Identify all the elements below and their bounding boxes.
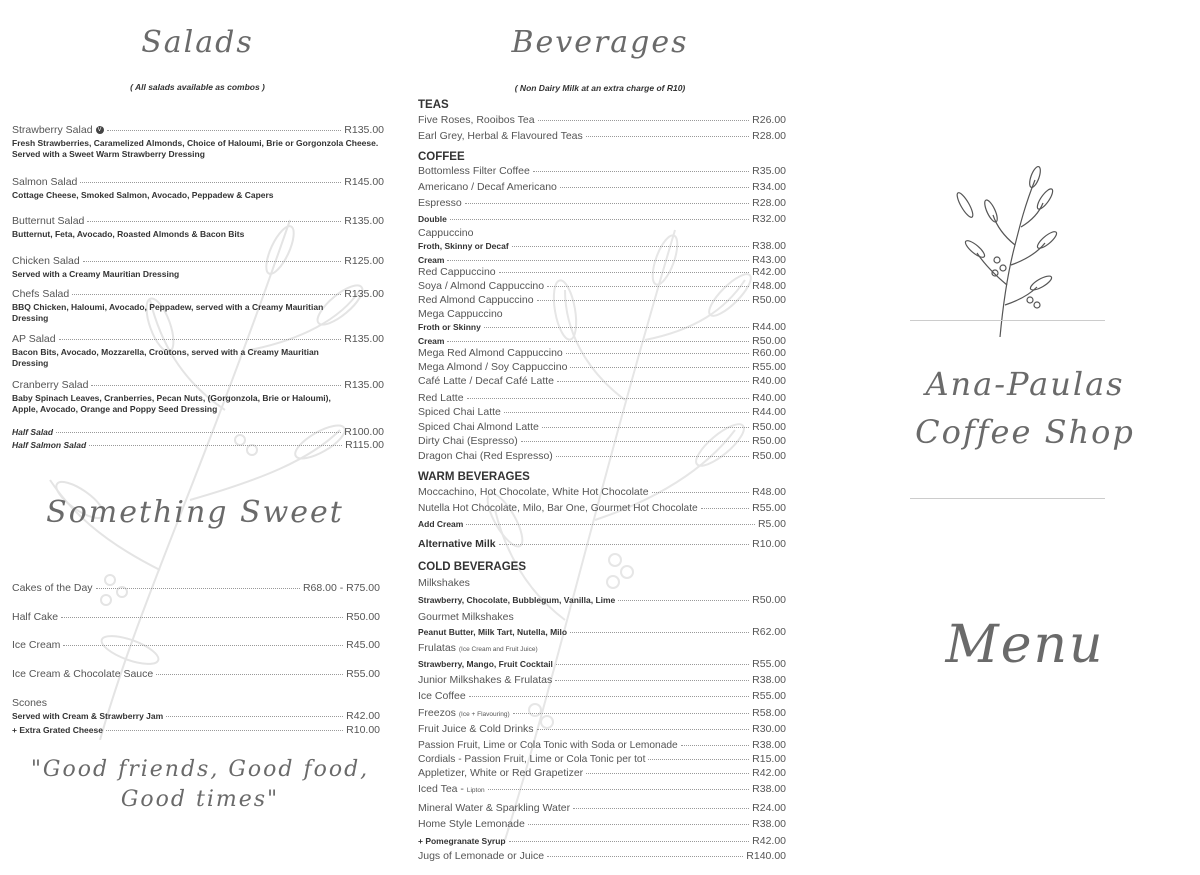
- item-name: Half Cake: [12, 611, 59, 623]
- item-price: R26.00: [752, 114, 786, 126]
- item-price: R55.00: [752, 361, 786, 373]
- item-description: Fresh Strawberries, Caramelized Almonds, Choice of Haloumi, Brie or Gorgonzola Cheese. Served with a Sweet Warm Strawberry Dressing: [12, 138, 379, 159]
- gourmet-milkshakes-label: Gourmet Milkshakes: [418, 611, 514, 623]
- item-price: R145.00: [344, 176, 384, 188]
- item-price: R62.00: [752, 626, 786, 638]
- item-name: Half Salad: [12, 427, 54, 437]
- menu-item: [418, 181, 786, 193]
- item-price: R48.00: [752, 280, 786, 292]
- item-price: R42.00: [752, 767, 786, 779]
- menu-item: [418, 406, 786, 418]
- item-name: Red Latte: [418, 392, 464, 404]
- item-price: R38.00: [752, 783, 786, 795]
- cappuccino-label: Cappuccino: [418, 227, 474, 239]
- menu-item: [418, 753, 786, 765]
- mega-cappuccino-label: Mega Cappuccino: [418, 308, 503, 320]
- item-price: R38.00: [752, 818, 786, 830]
- sweet-list: [12, 0, 380, 875]
- menu-item: [12, 611, 380, 623]
- item-name: Americano / Decaf Americano: [418, 181, 557, 193]
- item-price: R40.00: [752, 392, 786, 404]
- item-sub: (Ice + Flavouring): [458, 711, 510, 718]
- item-name: Add Cream: [418, 519, 464, 529]
- item-price: R15.00: [752, 753, 786, 765]
- menu-item: [418, 280, 786, 292]
- menu-item: [418, 658, 786, 670]
- category-warm-beverages: WARM BEVERAGES: [418, 471, 530, 483]
- item-price: R44.00: [752, 406, 786, 418]
- item-name: Mineral Water & Sparkling Water: [418, 802, 571, 814]
- left-panel: [0, 0, 395, 875]
- frulatas-label: [418, 642, 786, 654]
- menu-item: [418, 783, 786, 795]
- item-price: R30.00: [752, 723, 786, 735]
- menu-item: [418, 213, 786, 225]
- item-price: R68.00 - R75.00: [302, 582, 380, 594]
- item-price: R135.00: [344, 379, 384, 391]
- item-name: Alternative Milk: [418, 538, 496, 550]
- menu-item: [418, 674, 786, 686]
- item-price: R34.00: [752, 181, 786, 193]
- item-name: Froth or Skinny: [418, 322, 481, 332]
- menu-item: [418, 518, 786, 530]
- item-name: Red Cappuccino: [418, 266, 496, 278]
- item-price: R28.00: [752, 197, 786, 209]
- menu-item: [418, 197, 786, 209]
- item-name: Chefs Salad: [12, 288, 70, 300]
- item-name: Soya / Almond Cappuccino: [418, 280, 545, 292]
- scones-label: Scones: [12, 697, 48, 709]
- menu-item: [418, 767, 786, 779]
- item-price: R38.00: [752, 739, 786, 751]
- menu-item: [418, 130, 786, 142]
- item-name: Strawberry, Mango, Fruit Cocktail: [418, 659, 553, 669]
- frulatas-name: Frulatas: [418, 642, 456, 654]
- menu-item: [418, 240, 786, 252]
- beverages-note: ( Non Dairy Milk at an extra charge of R10): [514, 83, 686, 93]
- item-description: BBQ Chicken, Haloumi, Avocado, Peppadew, served with a Creamy Mauritian Dressing: [12, 302, 324, 323]
- menu-item: [12, 710, 380, 722]
- item-name: Half Salmon Salad: [12, 440, 87, 450]
- divider-top: [910, 320, 1105, 321]
- item-name: Appletizer, White or Red Grapetizer: [418, 767, 584, 779]
- item-price: R50.00: [752, 421, 786, 433]
- item-name: Cakes of the Day: [12, 582, 93, 594]
- item-name: Mega Almond / Soy Cappuccino: [418, 361, 568, 373]
- item-price: R135.00: [344, 288, 384, 300]
- menu-item: [418, 392, 786, 404]
- menu-item: [418, 835, 786, 847]
- item-name: Strawberry Salad: [12, 124, 93, 136]
- item-name: Ice Coffee: [418, 690, 466, 702]
- quote-line-1: "Good friends, Good food,: [30, 757, 370, 782]
- item-name: Moccachino, Hot Chocolate, White Hot Chocolate: [418, 486, 649, 498]
- item-name: Spiced Chai Latte: [418, 406, 501, 418]
- menu-item: [418, 707, 786, 719]
- vegetarian-icon: V: [97, 127, 102, 134]
- item-name: Cordials - Passion Fruit, Lime or Cola Tonic per tot: [418, 754, 646, 765]
- item-price: R50.00: [752, 450, 786, 462]
- olive-branch-icon: [945, 165, 1065, 340]
- item-name: Cream: [418, 255, 445, 265]
- menu-item: [418, 723, 786, 735]
- item-price: R50.00: [752, 594, 786, 606]
- item-price: R43.00: [752, 254, 786, 266]
- middle-panel: [405, 0, 795, 875]
- item-name: + Pomegranate Syrup: [418, 836, 506, 846]
- item-price: R140.00: [746, 850, 786, 862]
- item-name: Strawberry, Chocolate, Bubblegum, Vanilla, Lime: [418, 595, 616, 605]
- brand-line-2: Coffee Shop: [915, 413, 1135, 451]
- item-price: R24.00: [752, 802, 786, 814]
- item-name: Dragon Chai (Red Espresso): [418, 450, 553, 462]
- item-price: R38.00: [752, 674, 786, 686]
- category-teas: TEAS: [418, 99, 449, 111]
- item-name: Dirty Chai (Espresso): [418, 435, 518, 447]
- item-description: Bacon Bits, Avocado, Mozzarella, Croûtons, served with a Creamy Mauritian Dressing: [12, 347, 319, 368]
- item-price: R35.00: [752, 165, 786, 177]
- category-cold-beverages: COLD BEVERAGES: [418, 561, 526, 573]
- item-name: Cream: [418, 336, 445, 346]
- item-name: Froth, Skinny or Decaf: [418, 241, 509, 251]
- cover-panel: [870, 0, 1200, 875]
- menu-item: [418, 254, 786, 266]
- item-price: R115.00: [345, 439, 384, 451]
- item-name: Cranberry Salad: [12, 379, 89, 391]
- menu-item: [418, 802, 786, 814]
- item-price: R55.00: [752, 690, 786, 702]
- item-price: R55.00: [752, 502, 786, 514]
- menu-title: Menu: [945, 615, 1105, 675]
- item-name: Nutella Hot Chocolate, Milo, Bar One, Gourmet Hot Chocolate: [418, 503, 698, 514]
- item-price: R58.00: [752, 707, 786, 719]
- item-price: R10.00: [346, 724, 380, 736]
- item-name: Salmon Salad: [12, 176, 78, 188]
- item-price: R28.00: [752, 130, 786, 142]
- item-price: R32.00: [752, 213, 786, 225]
- item-name: AP Salad: [12, 333, 56, 345]
- item-name: Peanut Butter, Milk Tart, Nutella, Milo: [418, 627, 568, 637]
- item-price: R42.00: [752, 266, 786, 278]
- menu-item: [12, 668, 380, 680]
- menu-item: [418, 361, 786, 373]
- item-price: R100.00: [344, 426, 384, 438]
- menu-item: [12, 724, 380, 736]
- menu-item: [418, 294, 786, 306]
- item-price: R40.00: [752, 375, 786, 387]
- menu-item: [418, 690, 786, 702]
- menu-item: [418, 818, 786, 830]
- item-name: Espresso: [418, 197, 462, 209]
- menu-item: [418, 165, 786, 177]
- item-price: R125.00: [344, 255, 384, 267]
- item-price: R55.00: [752, 658, 786, 670]
- item-price: R38.00: [752, 240, 786, 252]
- milkshakes-label: Milkshakes: [418, 577, 470, 589]
- item-name: Iced Tea -: [418, 783, 467, 795]
- item-price: R42.00: [346, 710, 380, 722]
- category-coffee: COFFEE: [418, 151, 465, 163]
- item-description: Baby Spinach Leaves, Cranberries, Pecan Nuts, (Gorgonzola, Brie or Haloumi), Apple, Avocado, Orange and Poppy Seed Dressing: [12, 393, 331, 414]
- menu-item: [418, 435, 786, 447]
- item-description: Butternut, Feta, Avocado, Roasted Almonds & Bacon Bits: [12, 229, 245, 239]
- menu-item: [418, 850, 786, 862]
- menu-item: [418, 450, 786, 462]
- menu-item: [418, 421, 786, 433]
- item-price: R50.00: [752, 335, 786, 347]
- item-price: R50.00: [346, 611, 380, 623]
- item-name: Double: [418, 214, 447, 224]
- salads-note: ( All salads available as combos ): [130, 82, 265, 92]
- item-name: Mega Red Almond Cappuccino: [418, 347, 563, 359]
- divider-bottom: [910, 498, 1105, 499]
- item-price: R50.00: [752, 435, 786, 447]
- brand-line-1: Ana-Paulas: [925, 365, 1125, 403]
- menu-item: [418, 626, 786, 638]
- item-price: R135.00: [344, 124, 384, 136]
- item-name: Five Roses, Rooibos Tea: [418, 114, 535, 126]
- menu-item: [418, 114, 786, 126]
- item-name: Bottomless Filter Coffee: [418, 165, 530, 177]
- item-name: + Extra Grated Cheese: [12, 725, 103, 735]
- menu-item: [418, 594, 786, 606]
- menu-item: [418, 538, 786, 550]
- item-description: Served with a Creamy Mauritian Dressing: [12, 269, 180, 279]
- item-name: Fruit Juice & Cold Drinks: [418, 723, 534, 735]
- item-price: R10.00: [752, 538, 786, 550]
- item-price: R44.00: [752, 321, 786, 333]
- item-name: Jugs of Lemonade or Juice: [418, 850, 545, 862]
- item-name: Passion Fruit, Lime or Cola Tonic with Soda or Lemonade: [418, 740, 678, 751]
- menu-item: [418, 739, 786, 751]
- item-sub: Lipton: [466, 787, 485, 794]
- item-name: Spiced Chai Almond Latte: [418, 421, 539, 433]
- item-name: Ice Cream: [12, 639, 61, 651]
- menu-item: [12, 639, 380, 651]
- item-name: Earl Grey, Herbal & Flavoured Teas: [418, 130, 583, 142]
- item-name: Red Almond Cappuccino: [418, 294, 534, 306]
- beverages-list: [418, 0, 786, 875]
- beverages-title: Beverages: [511, 25, 689, 60]
- item-price: R42.00: [752, 835, 786, 847]
- item-name: Served with Cream & Strawberry Jam: [12, 711, 164, 721]
- item-price: R5.00: [757, 518, 786, 530]
- quote-line-2: Good times": [120, 787, 280, 812]
- frulatas-sub: (Ice Cream and Fruit Juice): [458, 646, 538, 653]
- item-name: Junior Milkshakes & Frulatas: [418, 674, 553, 686]
- item-price: R48.00: [752, 486, 786, 498]
- menu-item: [12, 582, 380, 594]
- menu-item: [418, 347, 786, 359]
- item-price: R60.00: [752, 347, 786, 359]
- item-name: Café Latte / Decaf Café Latte: [418, 375, 554, 387]
- item-price: R135.00: [344, 215, 384, 227]
- salads-title: Salads: [141, 25, 254, 60]
- menu-item: [418, 486, 786, 498]
- item-name: Freezos: [418, 707, 456, 719]
- item-name: Home Style Lemonade: [418, 818, 525, 830]
- menu-item: [418, 335, 786, 347]
- item-price: R50.00: [752, 294, 786, 306]
- item-name: Butternut Salad: [12, 215, 85, 227]
- menu-item: [418, 502, 786, 514]
- menu-item: [418, 321, 786, 333]
- menu-item: [418, 266, 786, 278]
- item-price: R55.00: [346, 668, 380, 680]
- item-description: Cottage Cheese, Smoked Salmon, Avocado, Peppadew & Capers: [12, 190, 274, 200]
- item-price: R135.00: [344, 333, 384, 345]
- brand-name: [890, 360, 1160, 456]
- menu-item: [418, 375, 786, 387]
- item-name: Ice Cream & Chocolate Sauce: [12, 668, 154, 680]
- item-name: Chicken Salad: [12, 255, 80, 267]
- item-price: R45.00: [346, 639, 380, 651]
- something-sweet-title: Something Sweet: [46, 495, 344, 530]
- quote: [10, 755, 390, 815]
